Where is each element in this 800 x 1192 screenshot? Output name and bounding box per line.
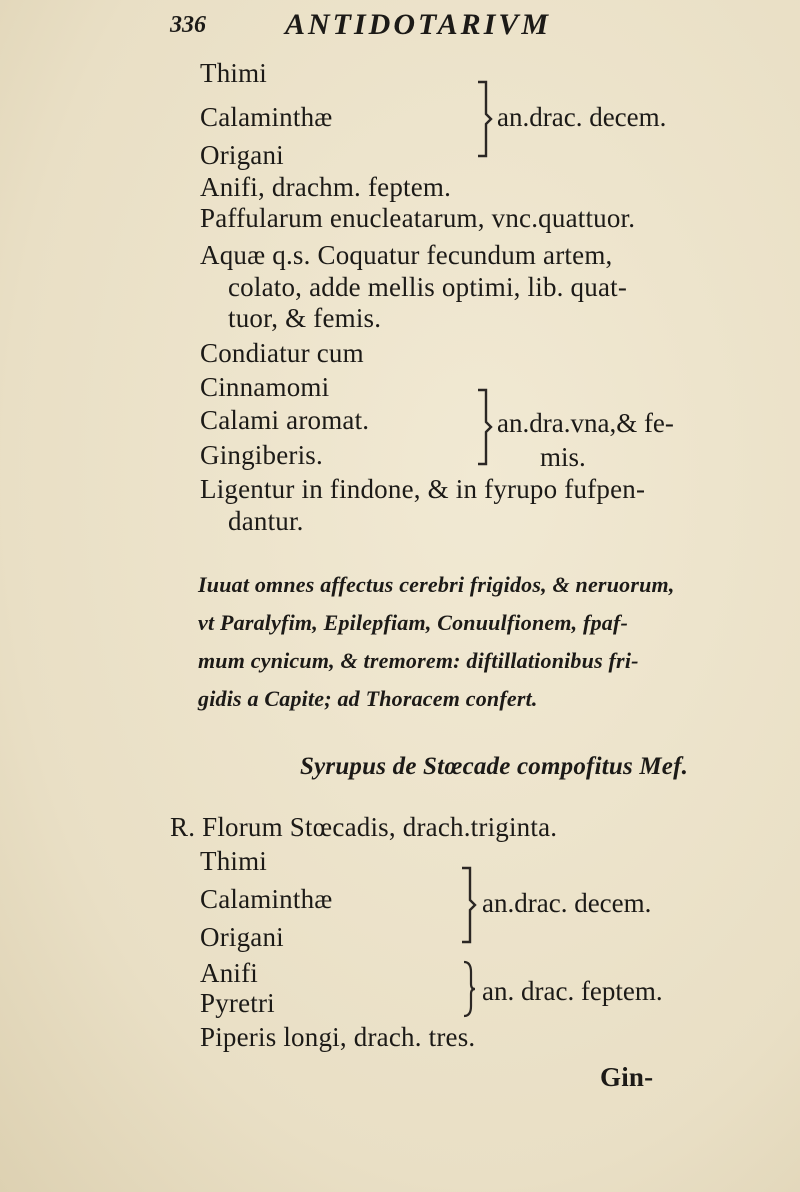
page-number: 336 [170, 12, 206, 38]
ingredient-line: Cinnamomi [200, 372, 330, 402]
text-line: Condiatur cum [200, 338, 364, 368]
brace-icon [462, 958, 476, 1020]
brace-quantity: an. drac. feptem. [482, 976, 663, 1006]
ingredient-line: Thimi [200, 58, 267, 88]
brace-quantity: mis. [540, 442, 586, 472]
ingredient-line: Origani [200, 922, 284, 952]
brace-icon [476, 76, 494, 162]
text-line: dantur. [228, 506, 304, 536]
brace-quantity: an.drac. decem. [497, 102, 667, 132]
ingredient-line: Origani [200, 140, 284, 170]
brace-icon [476, 384, 494, 470]
ingredient-line: Anifi, drachm. feptem. [200, 172, 452, 202]
virtues-line: mum cynicum, & tremorem: diftillationibus fri- [198, 648, 639, 673]
ingredient-line: Thimi [200, 846, 267, 876]
virtues-line: gidis a Capite; ad Thoracem confert. [198, 686, 538, 711]
ingredient-line: Gingiberis. [200, 440, 323, 470]
ingredient-line: Anifi [200, 958, 258, 988]
text-line: tuor, & femis. [228, 303, 382, 333]
catchword: Gin- [600, 1062, 654, 1092]
ingredient-line: Paffularum enucleatarum, vnc.quattuor. [200, 203, 636, 233]
ingredient-line: Calami aromat. [200, 405, 370, 435]
ingredient-line: R. Florum Stœcadis, drach.triginta. [170, 812, 558, 842]
virtues-line: vt Paralyfim, Epilepfiam, Conuulfionem, fpaf- [198, 610, 629, 635]
text-line: Aquæ q.s. Coquatur fecundum artem, [200, 240, 613, 270]
virtues-line: Iuuat omnes affectus cerebri frigidos, & neruorum, [198, 572, 675, 597]
brace-icon [460, 862, 478, 948]
text-line: Ligentur in findone, & in fyrupo fufpen- [200, 474, 646, 504]
ingredient-line: Piperis longi, drach. tres. [200, 1022, 476, 1052]
ingredient-line: Calaminthæ [200, 102, 333, 132]
text-line: colato, adde mellis optimi, lib. quat- [228, 272, 628, 302]
ingredient-line: Pyretri [200, 988, 275, 1018]
brace-quantity: an.drac. decem. [482, 888, 652, 918]
ingredient-line: Calaminthæ [200, 884, 333, 914]
brace-quantity: an.dra.vna,& fe- [497, 408, 674, 438]
running-title: ANTIDOTARIVM [285, 8, 552, 41]
recipe-title: Syrupus de Stœcade compofitus Mef. [300, 753, 689, 780]
